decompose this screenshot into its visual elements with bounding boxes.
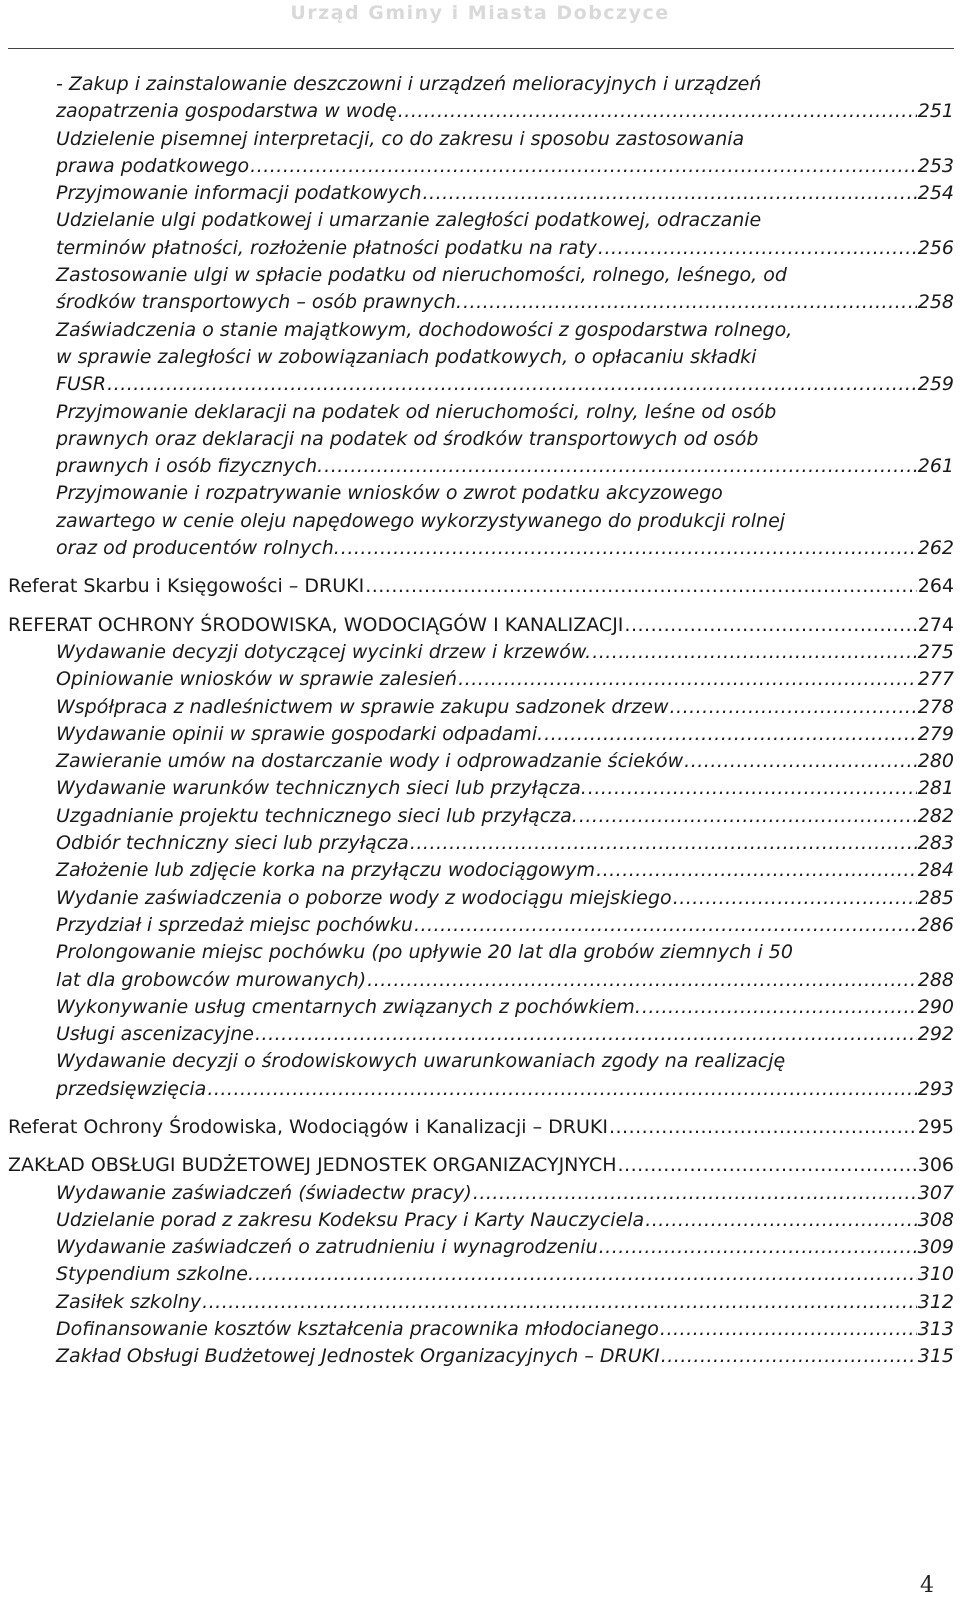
toc-entry[interactable] [56, 939, 954, 994]
toc-entry[interactable] [56, 994, 954, 1021]
toc-entry[interactable] [56, 1180, 954, 1207]
toc-entry[interactable] [56, 857, 954, 884]
dot-leader [458, 666, 917, 693]
page-number: 4 [920, 1573, 934, 1598]
toc-page-number: 258 [917, 291, 954, 314]
toc-page-number: 264 [917, 575, 954, 598]
dot-leader [255, 1021, 917, 1048]
toc-entry-text-line: Przyjmowanie i rozpatrywanie wniosków o zwrot podatku akcyzowego [56, 482, 723, 505]
toc-entry[interactable] [56, 1207, 954, 1234]
toc-entry-text-line: Udzielanie porad z zakresu Kodeksu Pracy i Karty Nauczyciela [56, 1208, 645, 1231]
toc-entry-text-line: Odbiór techniczny sieci lub przyłącza [56, 832, 409, 855]
toc-entry[interactable] [56, 775, 954, 802]
toc-page-number: 274 [917, 613, 954, 636]
page-header-title: Urząd Gminy i Miasta Dobczyce [290, 2, 670, 24]
dot-leader [599, 1234, 917, 1261]
toc-entry-text-line: Dofinansowanie kosztów kształcenia pracownika młodocianego [56, 1318, 659, 1341]
toc-entry-text-line: Prolongowanie miejsc pochówku (po upływie 20 lat dla grobów ziemnych i 50 [56, 941, 793, 964]
toc-entry-text-line: FUSR [56, 373, 107, 396]
toc-entry[interactable] [56, 399, 954, 481]
toc-entry-text-line: przedsięwzięcia [56, 1077, 207, 1100]
toc-entry[interactable] [56, 1261, 954, 1288]
toc-entry[interactable] [56, 639, 954, 666]
toc-entry[interactable] [56, 317, 954, 399]
toc-entry[interactable] [56, 803, 954, 830]
toc-entry-text-line: prawnych oraz deklaracji na podatek od środków transportowych od osób [56, 427, 759, 450]
toc-entry[interactable] [56, 207, 954, 262]
dot-leader [598, 235, 917, 262]
toc-page-number: 277 [917, 668, 954, 691]
dot-leader [398, 98, 917, 125]
dot-leader [618, 1152, 917, 1179]
toc-page-number: 290 [917, 995, 954, 1018]
dot-leader [324, 453, 917, 480]
toc-page-number: 295 [917, 1115, 954, 1138]
dot-leader [202, 1289, 917, 1316]
dot-leader [579, 803, 917, 830]
toc-entry-text-line: zawartego w cenie oleju napędowego wykorzystywanego do produkcji rolnej [56, 509, 786, 532]
dot-leader [367, 967, 917, 994]
toc-section-entry[interactable] [8, 573, 954, 600]
toc-entry-text-line: Stypendium szkolne. [56, 1263, 255, 1286]
dot-leader [642, 994, 917, 1021]
toc-entry[interactable] [56, 1021, 954, 1048]
toc-page-number: 280 [917, 750, 954, 773]
dot-leader [341, 535, 917, 562]
toc-page-number: 251 [917, 100, 954, 123]
toc-entry-text-line: Udzielanie ulgi podatkowej i umarzanie zaległości podatkowej, odraczanie [56, 209, 762, 232]
toc-page-number: 285 [917, 886, 954, 909]
dot-leader [207, 1076, 916, 1103]
toc-page-number: 259 [917, 373, 954, 396]
toc-entry-text-line: Założenie lub zdjęcie korka na przyłączu wodociągowym [56, 859, 596, 882]
toc-entry-text-line: Wydawanie opinii w sprawie gospodarki odpadami. [56, 722, 544, 745]
toc-page-number: 308 [917, 1208, 954, 1231]
dot-leader [423, 180, 917, 207]
toc-entry[interactable] [56, 694, 954, 721]
toc-entry-text-line: - Zakup i zainstalowanie deszczowni i urządzeń melioracyjnych i urządzeń [56, 73, 762, 95]
toc-entry[interactable] [56, 480, 954, 562]
toc-page-number: 283 [917, 832, 954, 855]
toc-page-number: 253 [917, 154, 954, 177]
toc-entry-text-line: Zakład Obsługi Budżetowej Jednostek Organizacyjnych – DRUKI [56, 1345, 660, 1368]
toc-page-number: 282 [917, 804, 954, 827]
dot-leader [250, 153, 917, 180]
toc-entry-text-line: ZAKŁAD OBSŁUGI BUDŻETOWEJ JEDNOSTEK ORGANIZACYJNYCH [8, 1154, 617, 1177]
toc-page-number: 307 [917, 1181, 954, 1204]
toc-entry-text-line: Usługi ascenizacyjne [56, 1023, 254, 1046]
dot-leader [255, 1261, 917, 1288]
dot-leader [661, 1343, 917, 1370]
toc-page-number: 309 [917, 1236, 954, 1259]
toc-entry-text-line: w sprawie zaległości w zobowiązaniach podatkowych, o opłacaniu składki [56, 345, 757, 368]
toc-section-entry[interactable] [8, 1152, 954, 1179]
dot-leader [673, 885, 917, 912]
dot-leader [410, 830, 917, 857]
toc-entry[interactable] [56, 262, 954, 317]
toc-entry[interactable] [56, 830, 954, 857]
toc-entry-text-line: oraz od producentów rolnych. [56, 537, 340, 560]
toc-page-number: 281 [917, 777, 954, 800]
toc-entry[interactable] [56, 1343, 954, 1370]
toc-page-number: 310 [917, 1263, 954, 1286]
dot-leader [463, 289, 917, 316]
toc-section-entry[interactable] [8, 612, 954, 639]
toc-entry-text-line: Opiniowanie wniosków w sprawie zalesień [56, 668, 458, 691]
dot-leader [660, 1316, 917, 1343]
dot-leader [609, 1114, 917, 1141]
toc-entry[interactable] [56, 885, 954, 912]
toc-page-number: 279 [917, 722, 954, 745]
toc-entry-text-line: terminów płatności, rozłożenie płatności podatku na raty [56, 236, 597, 259]
toc-entry-text-line: Udzielenie pisemnej interpretacji, co do zakresu i sposobu zastosowania [56, 127, 745, 150]
toc-entry[interactable] [56, 666, 954, 693]
dot-leader [669, 694, 916, 721]
toc-entry[interactable] [56, 180, 954, 207]
toc-entry-text-line: Przydział i sprzedaż miejsc pochówku [56, 913, 413, 936]
toc-page-number: 286 [917, 913, 954, 936]
toc-page-number: 312 [917, 1290, 954, 1313]
toc-entry[interactable] [56, 912, 954, 939]
toc-entry[interactable] [56, 748, 954, 775]
toc-entry-text-line: Wydawanie zaświadczeń (świadectw pracy) [56, 1181, 472, 1204]
dot-leader [592, 639, 917, 666]
dot-leader [588, 775, 917, 802]
dot-leader [624, 612, 916, 639]
toc-entry[interactable] [56, 1289, 954, 1316]
toc-entry-text-line: lat dla grobowców murowanych) [56, 968, 367, 991]
toc-entry-text-line: Zaświadczenia o stanie majątkowym, dochodowości z gospodarstwa rolnego, [56, 318, 793, 341]
toc-entry-text-line: Uzgadnianie projektu technicznego sieci lub przyłącza. [56, 804, 578, 827]
toc-entry-text-line: Wydawanie zaświadczeń o zatrudnieniu i wynagrodzeniu [56, 1236, 598, 1259]
toc-page-number: 278 [917, 695, 954, 718]
toc-page-number: 256 [917, 236, 954, 259]
dot-leader [473, 1180, 917, 1207]
toc-entry-text-line: Wydanie zaświadczenia o poborze wody z wodociągu miejskiego [56, 886, 672, 909]
toc-page-number: 315 [917, 1345, 954, 1368]
toc-entry-text-line: prawa podatkowego [56, 154, 250, 177]
toc-entry-text-line: Zasiłek szkolny [56, 1290, 202, 1313]
dot-leader [107, 371, 917, 398]
toc-entry-text-line: zaopatrzenia gospodarstwa w wodę [56, 100, 397, 123]
table-of-contents [0, 71, 960, 1371]
toc-entry-text-line: Wykonywanie usług cmentarnych związanych z pochówkiem. [56, 995, 641, 1018]
toc-entry-text-line: Wydawanie decyzji dotyczącej wycinki drzew i krzewów. [56, 640, 592, 663]
toc-entry-text-line: Zawieranie umów na dostarczanie wody i odprowadzanie ścieków [56, 750, 684, 773]
toc-page-number: 293 [917, 1077, 954, 1100]
toc-page-number: 288 [917, 968, 954, 991]
toc-entry-text-line: Wydawanie decyzji o środowiskowych uwarunkowaniach zgody na realizację [56, 1050, 786, 1073]
toc-entry-text-line: Wydawanie warunków technicznych sieci lub przyłącza. [56, 777, 587, 800]
toc-entry[interactable] [56, 71, 954, 126]
toc-page-number: 306 [917, 1154, 954, 1177]
toc-entry[interactable] [56, 1048, 954, 1103]
toc-page-number: 292 [917, 1023, 954, 1046]
toc-page-number: 284 [917, 859, 954, 882]
toc-section-entry[interactable] [8, 1114, 954, 1141]
dot-leader [684, 748, 917, 775]
toc-entry[interactable] [56, 126, 954, 181]
toc-entry-text-line: Współpraca z nadleśnictwem w sprawie zakupu sadzonek drzew [56, 695, 669, 718]
dot-leader [544, 721, 917, 748]
toc-page-number: 313 [917, 1318, 954, 1341]
toc-entry-text-line: Referat Ochrony Środowiska, Wodociągów i Kanalizacji – DRUKI [8, 1115, 608, 1138]
toc-entry-text-line: Przyjmowanie informacji podatkowych [56, 182, 422, 205]
toc-entry-text-line: REFERAT OCHRONY ŚRODOWISKA, WODOCIĄGÓW I KANALIZACJI [8, 613, 624, 636]
header-divider [8, 48, 954, 49]
toc-page-number: 275 [917, 640, 954, 663]
toc-page-number: 254 [917, 182, 954, 205]
toc-entry-text-line: prawnych i osób fizycznych. [56, 455, 324, 478]
dot-leader [596, 857, 917, 884]
toc-entry-text-line: Zastosowanie ulgi w spłacie podatku od nieruchomości, rolnego, leśnego, od [56, 264, 787, 287]
dot-leader [645, 1207, 917, 1234]
toc-entry[interactable] [56, 1234, 954, 1261]
toc-page-number: 261 [917, 455, 954, 478]
toc-entry-text-line: Przyjmowanie deklaracji na podatek od nieruchomości, rolny, leśne od osób [56, 400, 777, 423]
toc-entry-text-line: Referat Skarbu i Księgowości – DRUKI [8, 575, 365, 598]
toc-entry[interactable] [56, 721, 954, 748]
toc-entry-text-line: środków transportowych – osób prawnych. [56, 291, 462, 314]
toc-page-number: 262 [917, 537, 954, 560]
dot-leader [365, 573, 917, 600]
dot-leader [414, 912, 917, 939]
toc-entry[interactable] [56, 1316, 954, 1343]
